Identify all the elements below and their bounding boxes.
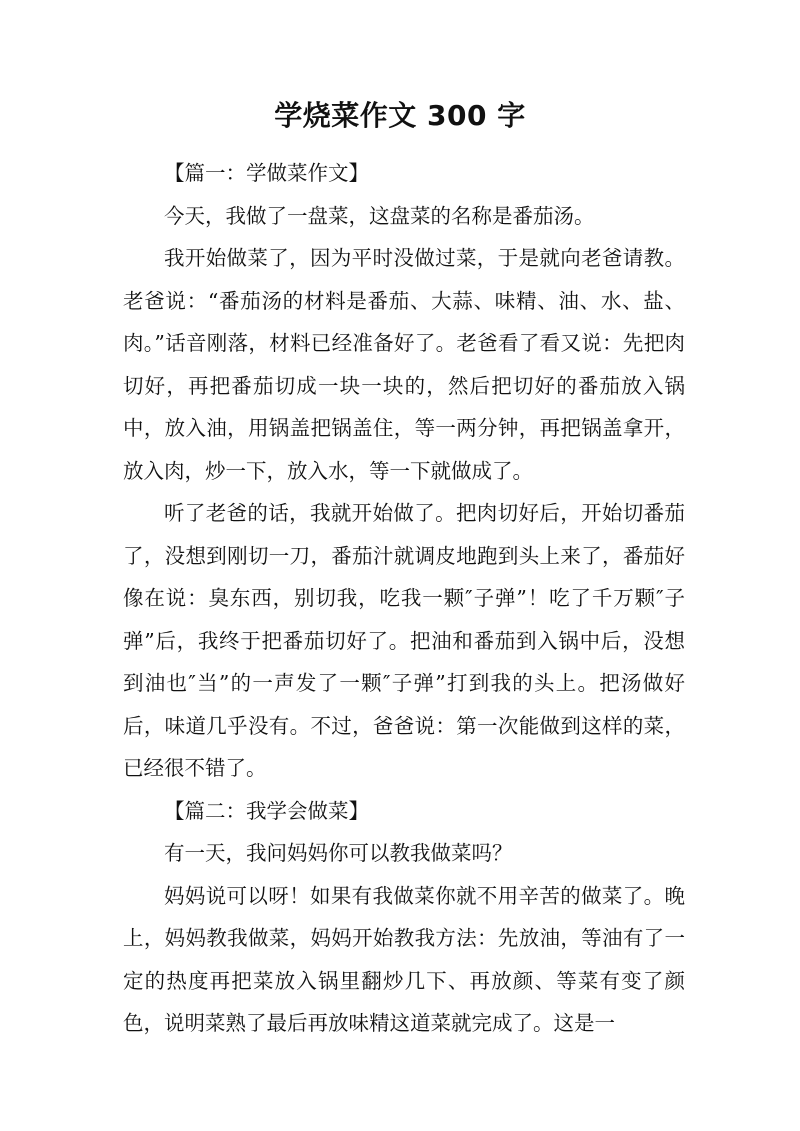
document-body <box>123 152 685 1045</box>
section-heading-1: 【篇一：学做菜作文】 <box>164 161 369 185</box>
paragraph: 有一天，我问妈妈你可以教我做菜吗？ <box>164 841 513 865</box>
document-title: 学烧菜作文 300 字 <box>274 99 526 132</box>
paragraph: 我开始做菜了，因为平时没做过菜，于是就向老爸请教。老爸说：“番茄汤的材料是番茄、大蒜、味精、油、水、盐、肉。”话音刚落，材料已经准备好了。老爸看了看又说：先把肉切好，再把番茄切成一块一块的，然后把切好的番茄放入锅中，放入油，用锅盖把锅盖住，等一两分钟，再把锅盖拿开，放入肉，炒一下，放入水，等一下就做成了。 <box>123 246 685 483</box>
section-heading-2: 【篇二：我学会做菜】 <box>164 798 369 823</box>
paragraph: 妈妈说可以呀！如果有我做菜你就不用辛苦的做菜了。晚上，妈妈教我做菜，妈妈开始教我方法：先放油，等油有了一定的热度再把菜放入锅里翻炒几下、再放颜、等菜有变了颜色，说明菜熟了最后再放味精这道菜就完成了。这是一 <box>123 883 685 1035</box>
paragraph: 今天，我做了一盘菜，这盘菜的名称是番茄汤。 <box>164 203 595 228</box>
paragraph: 听了老爸的话，我就开始做了。把肉切好后，开始切番茄了，没想到刚切一刀，番茄汁就调皮地跑到头上来了，番茄好像在说：臭东西，别切我，吃我一颗″子弹”！吃了千万颗″子弹”后，我终于把番茄切好了。把油和番茄到入锅中后，没想到油也″当”的一声发了一颗″子弹”打到我的头上。把汤做好后，味道几乎没有。不过，爸爸说：第一次能做到这样的菜，已经很不错了。 <box>123 501 685 780</box>
